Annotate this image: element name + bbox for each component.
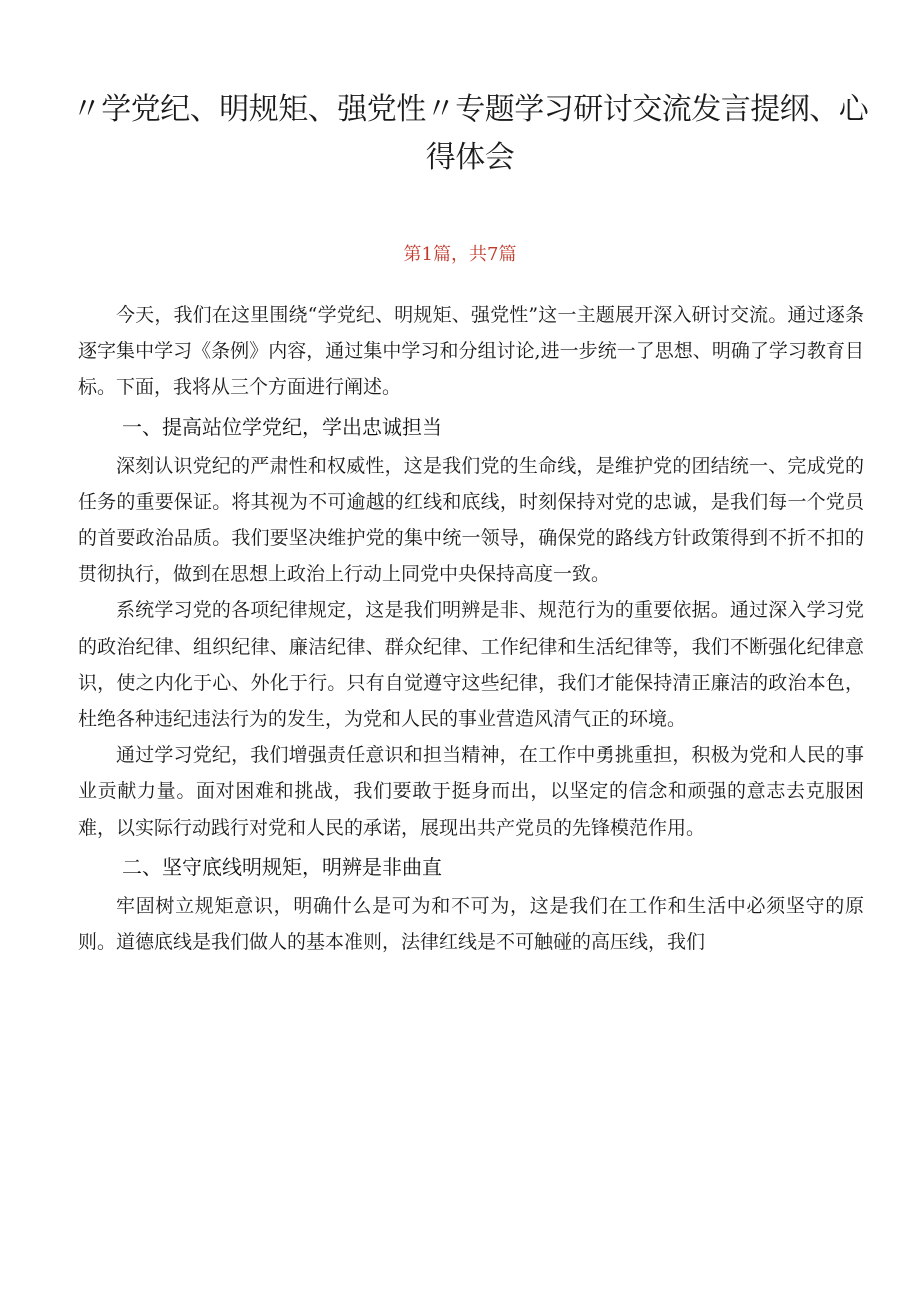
section-2-heading: 二、坚守底线明规矩，明辨是非曲直	[122, 854, 442, 879]
intro-paragraph: 今天，我们在这里围绕“学党纪、明规矩、强党性”这一主题展开深入研讨交流。通过逐条逐字集中学习《条例》内容，通过集中学习和分组讨论,进一步统一了思想、明确了学习教育目标。下面，我将从三个方面进行阐述。	[78, 304, 864, 399]
section-1-paragraph-3: 通过学习党纪，我们增强责任意识和担当精神，在工作中勇挑重担，积极为党和人民的事业贡献力量。面对困难和挑战，我们要敢于挺身而出，以坚定的信念和顽强的意志去克服困难，以实际行动践行对党和人民的承诺，展现出共产党员的先锋模范作用。	[78, 744, 864, 839]
section-2-paragraph-1: 牢固树立规矩意识，明确什么是可为和不可为，这是我们在工作和生活中必须坚守的原则。道德底线是我们做人的基本准则，法律红线是不可触碰的高压线，我们	[78, 894, 864, 954]
section-1-paragraph-2: 系统学习党的各项纪律规定，这是我们明辨是非、规范行为的重要依据。通过深入学习党的政治纪律、组织纪律、廉洁纪律、群众纪律、工作纪律和生活纪律等，我们不断强化纪律意识，使之内化于心、外化于行。只有自觉遵守这些纪律，我们才能保持清正廉洁的政治本色，杜绝各种违纪违法行为的发生，为党和人民的事业营造风清气正的环境。	[78, 599, 864, 731]
section-1-heading: 一、提高站位学党纪，学出忠诚担当	[122, 414, 442, 439]
section-1-paragraph-1: 深刻认识党纪的严肃性和权威性，这是我们党的生命线，是维护党的团结统一、完成党的任务的重要保证。将其视为不可逾越的红线和底线，时刻保持对党的忠诚，是我们每一个党员的首要政治品质。我们要坚决维护党的集中统一领导，确保党的路线方针政策得到不折不扣的贯彻执行，做到在思想上政治上行动上同党中央保持高度一致。	[78, 454, 864, 586]
document-subtitle: 第1篇，共7篇	[403, 244, 517, 265]
document-body	[78, 257, 864, 960]
document-title: 〃学党纪、明规矩、强党性〃专题学习研讨交流发言提纲、心得体会	[71, 92, 869, 175]
